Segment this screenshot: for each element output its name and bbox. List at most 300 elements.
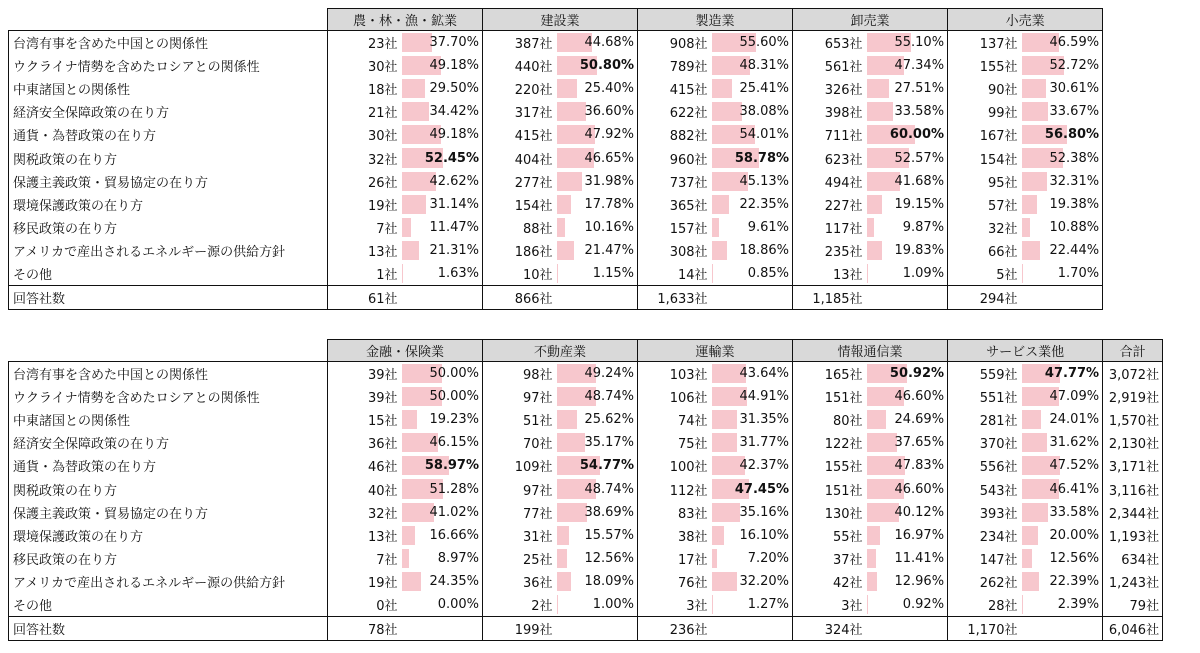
- percentage-bar: [402, 549, 409, 568]
- percentage-cell: [401, 146, 483, 169]
- industry-header: 金融・保険業: [328, 340, 483, 362]
- percentage-bar: [712, 595, 713, 614]
- percentage-value: 16.66%: [429, 527, 480, 543]
- percentage-value: 42.62%: [429, 173, 480, 189]
- company-count: 494社: [793, 170, 866, 193]
- percentage-bar: [712, 410, 737, 429]
- empty-cell: [1021, 617, 1103, 641]
- company-count: 25社: [483, 547, 556, 570]
- percentage-value: 46.15%: [429, 435, 480, 451]
- percentage-value: 0.85%: [747, 265, 790, 281]
- percentage-cell: [711, 193, 793, 216]
- percentage-bar: [1022, 218, 1031, 237]
- percentage-value: 36.60%: [584, 104, 635, 120]
- company-count: 326社: [793, 77, 866, 100]
- percentage-value: 41.02%: [429, 504, 480, 520]
- table-row: [9, 570, 1163, 593]
- company-count: 3社: [638, 593, 711, 617]
- company-count: 51社: [483, 408, 556, 431]
- respondents-count: 78社: [328, 617, 401, 641]
- table-row: [9, 362, 1163, 386]
- company-count: 623社: [793, 146, 866, 169]
- percentage-bar: [402, 526, 415, 545]
- company-count: 130社: [793, 501, 866, 524]
- percentage-bar: [1022, 503, 1049, 522]
- row-total: 3,171社: [1103, 454, 1163, 477]
- percentage-bar: [1022, 264, 1023, 283]
- industry-header: 卸売業: [793, 9, 948, 31]
- percentage-bar: [867, 79, 889, 98]
- percentage-cell: [556, 123, 638, 146]
- company-count: 317社: [483, 100, 556, 123]
- percentage-value: 35.17%: [584, 435, 635, 451]
- percentage-bar: [712, 433, 737, 452]
- percentage-bar: [712, 572, 738, 591]
- company-count: 561社: [793, 54, 866, 77]
- percentage-bar: [867, 549, 876, 568]
- percentage-cell: [556, 170, 638, 193]
- company-count: 39社: [328, 385, 401, 408]
- percentage-cell: [711, 31, 793, 55]
- percentage-value: 50.92%: [889, 366, 945, 382]
- percentage-value: 18.86%: [739, 242, 790, 258]
- respondents-count: 199社: [483, 617, 556, 641]
- respondents-count: 1,633社: [638, 286, 711, 310]
- percentage-value: 46.59%: [1049, 35, 1100, 51]
- row-label: 経済安全保障政策の在り方: [9, 100, 328, 123]
- percentage-value: 30.61%: [1049, 81, 1100, 97]
- company-count: 1社: [328, 262, 401, 286]
- percentage-bar: [867, 595, 868, 614]
- percentage-value: 15.57%: [584, 527, 635, 543]
- table-row: [9, 408, 1163, 431]
- company-count: 556社: [948, 454, 1021, 477]
- percentage-bar: [1022, 595, 1024, 614]
- company-count: 387社: [483, 31, 556, 55]
- percentage-cell: [866, 77, 948, 100]
- company-count: 308社: [638, 239, 711, 262]
- company-count: 26社: [328, 170, 401, 193]
- table-row: [9, 431, 1163, 454]
- company-count: 220社: [483, 77, 556, 100]
- percentage-value: 27.51%: [894, 81, 945, 97]
- percentage-cell: [556, 77, 638, 100]
- company-count: 30社: [328, 54, 401, 77]
- company-count: 277社: [483, 170, 556, 193]
- row-label: 台湾有事を含めた中国との関係性: [9, 31, 328, 55]
- respondents-count: 324社: [793, 617, 866, 641]
- table-row: [9, 501, 1163, 524]
- percentage-bar: [1022, 549, 1032, 568]
- company-count: 13社: [328, 524, 401, 547]
- percentage-cell: [711, 100, 793, 123]
- company-count: 117社: [793, 216, 866, 239]
- percentage-cell: [401, 77, 483, 100]
- percentage-bar: [1022, 172, 1048, 191]
- percentage-value: 0.00%: [437, 596, 480, 612]
- percentage-cell: [401, 31, 483, 55]
- row-label: アメリカで産出されるエネルギー源の供給方針: [9, 239, 328, 262]
- company-count: 103社: [638, 362, 711, 386]
- percentage-bar: [1022, 79, 1046, 98]
- respondents-count: 1,185社: [793, 286, 866, 310]
- percentage-bar: [557, 79, 577, 98]
- company-count: 38社: [638, 524, 711, 547]
- total-header: 合計: [1103, 340, 1163, 362]
- percentage-cell: [401, 216, 483, 239]
- percentage-bar: [867, 218, 875, 237]
- industry-header: 農・林・漁・鉱業: [328, 9, 483, 31]
- percentage-cell: [1021, 193, 1103, 216]
- table-row: [9, 193, 1103, 216]
- percentage-value: 54.01%: [739, 127, 790, 143]
- percentage-value: 37.70%: [429, 35, 480, 51]
- company-count: 155社: [793, 454, 866, 477]
- percentage-cell: [866, 216, 948, 239]
- industry-table-2: [8, 339, 1163, 641]
- percentage-cell: [556, 593, 638, 617]
- company-count: 155社: [948, 54, 1021, 77]
- percentage-cell: [711, 239, 793, 262]
- percentage-bar: [867, 410, 887, 429]
- company-count: 19社: [328, 193, 401, 216]
- respondents-label: 回答社数: [9, 617, 328, 641]
- row-total: 79社: [1103, 593, 1163, 617]
- company-count: 15社: [328, 408, 401, 431]
- percentage-bar: [1022, 410, 1041, 429]
- percentage-cell: [711, 431, 793, 454]
- percentage-value: 19.15%: [894, 196, 945, 212]
- percentage-value: 11.47%: [429, 219, 480, 235]
- percentage-cell: [866, 262, 948, 286]
- company-count: 30社: [328, 123, 401, 146]
- percentage-value: 46.60%: [894, 481, 945, 497]
- respondents-count: 294社: [948, 286, 1021, 310]
- company-count: 39社: [328, 362, 401, 386]
- percentage-value: 21.31%: [429, 242, 480, 258]
- percentage-bar: [712, 549, 718, 568]
- percentage-bar: [557, 264, 558, 283]
- percentage-cell: [556, 408, 638, 431]
- company-count: 3社: [793, 593, 866, 617]
- percentage-cell: [401, 501, 483, 524]
- percentage-bar: [557, 503, 588, 522]
- percentage-value: 48.74%: [584, 389, 635, 405]
- percentage-value: 45.13%: [739, 173, 790, 189]
- row-label: 移民政策の在り方: [9, 216, 328, 239]
- percentage-cell: [1021, 123, 1103, 146]
- company-count: 14社: [638, 262, 711, 286]
- percentage-cell: [556, 454, 638, 477]
- percentage-bar: [712, 264, 713, 283]
- company-count: 5社: [948, 262, 1021, 286]
- header-blank: [9, 9, 328, 31]
- percentage-cell: [1021, 501, 1103, 524]
- row-label: 関税政策の在り方: [9, 477, 328, 500]
- percentage-value: 21.47%: [584, 242, 635, 258]
- percentage-cell: [401, 170, 483, 193]
- percentage-value: 44.91%: [739, 389, 790, 405]
- percentage-cell: [866, 431, 948, 454]
- company-count: 415社: [483, 123, 556, 146]
- company-count: 98社: [483, 362, 556, 386]
- empty-cell: [401, 286, 483, 310]
- percentage-cell: [866, 193, 948, 216]
- row-total: 3,116社: [1103, 477, 1163, 500]
- percentage-bar: [557, 102, 586, 121]
- percentage-cell: [556, 216, 638, 239]
- percentage-cell: [1021, 524, 1103, 547]
- percentage-value: 19.23%: [429, 412, 480, 428]
- company-count: 960社: [638, 146, 711, 169]
- percentage-cell: [401, 362, 483, 386]
- percentage-cell: [1021, 262, 1103, 286]
- company-count: 147社: [948, 547, 1021, 570]
- company-count: 31社: [483, 524, 556, 547]
- percentage-value: 10.88%: [1049, 219, 1100, 235]
- percentage-cell: [1021, 100, 1103, 123]
- percentage-cell: [866, 31, 948, 55]
- respondents-total: 6,046社: [1103, 617, 1163, 641]
- percentage-value: 38.08%: [739, 104, 790, 120]
- empty-cell: [401, 617, 483, 641]
- row-label: 移民政策の在り方: [9, 547, 328, 570]
- respondents-count: 236社: [638, 617, 711, 641]
- company-count: 83社: [638, 501, 711, 524]
- percentage-cell: [866, 570, 948, 593]
- percentage-cell: [866, 239, 948, 262]
- header-blank: [9, 340, 328, 362]
- industry-header: 不動産業: [483, 340, 638, 362]
- percentage-cell: [1021, 454, 1103, 477]
- percentage-value: 47.45%: [734, 481, 790, 497]
- percentage-cell: [711, 547, 793, 570]
- company-count: 77社: [483, 501, 556, 524]
- percentage-bar: [1022, 102, 1049, 121]
- percentage-value: 50.00%: [429, 366, 480, 382]
- percentage-cell: [711, 362, 793, 386]
- percentage-value: 56.80%: [1044, 127, 1100, 143]
- company-count: 393社: [948, 501, 1021, 524]
- company-count: 365社: [638, 193, 711, 216]
- company-count: 55社: [793, 524, 866, 547]
- percentage-value: 9.61%: [747, 219, 790, 235]
- company-count: 711社: [793, 123, 866, 146]
- percentage-cell: [1021, 593, 1103, 617]
- percentage-bar: [867, 572, 877, 591]
- percentage-cell: [1021, 408, 1103, 431]
- percentage-cell: [401, 262, 483, 286]
- percentage-value: 19.83%: [894, 242, 945, 258]
- percentage-value: 31.14%: [429, 196, 480, 212]
- row-label: 経済安全保障政策の在り方: [9, 431, 328, 454]
- percentage-cell: [556, 385, 638, 408]
- percentage-bar: [867, 102, 894, 121]
- percentage-cell: [711, 524, 793, 547]
- company-count: 13社: [328, 239, 401, 262]
- company-count: 908社: [638, 31, 711, 55]
- percentage-cell: [866, 524, 948, 547]
- percentage-value: 12.56%: [584, 550, 635, 566]
- percentage-value: 24.69%: [894, 412, 945, 428]
- company-count: 0社: [328, 593, 401, 617]
- percentage-value: 55.10%: [894, 35, 945, 51]
- percentage-value: 29.50%: [429, 81, 480, 97]
- industry-header: 建設業: [483, 9, 638, 31]
- percentage-value: 52.72%: [1049, 58, 1100, 74]
- table-row: [9, 262, 1103, 286]
- percentage-cell: [711, 408, 793, 431]
- percentage-value: 49.18%: [429, 58, 480, 74]
- percentage-value: 50.00%: [429, 389, 480, 405]
- company-count: 167社: [948, 123, 1021, 146]
- company-count: 57社: [948, 193, 1021, 216]
- company-count: 154社: [483, 193, 556, 216]
- percentage-cell: [711, 170, 793, 193]
- percentage-value: 46.41%: [1049, 481, 1100, 497]
- company-count: 90社: [948, 77, 1021, 100]
- percentage-value: 38.69%: [584, 504, 635, 520]
- company-count: 13社: [793, 262, 866, 286]
- percentage-bar: [1022, 572, 1040, 591]
- percentage-bar: [867, 195, 882, 214]
- percentage-value: 47.52%: [1049, 458, 1100, 474]
- percentage-value: 50.80%: [579, 58, 635, 74]
- percentage-value: 58.78%: [734, 150, 790, 166]
- company-count: 543社: [948, 477, 1021, 500]
- percentage-cell: [401, 193, 483, 216]
- row-label: 関税政策の在り方: [9, 146, 328, 169]
- row-total: 2,344社: [1103, 501, 1163, 524]
- percentage-value: 12.96%: [894, 573, 945, 589]
- company-count: 19社: [328, 570, 401, 593]
- row-label: 中東諸国との関係性: [9, 77, 328, 100]
- percentage-value: 22.39%: [1049, 573, 1100, 589]
- percentage-value: 1.27%: [747, 596, 790, 612]
- row-label: 中東諸国との関係性: [9, 408, 328, 431]
- percentage-cell: [1021, 547, 1103, 570]
- percentage-value: 49.18%: [429, 127, 480, 143]
- percentage-bar: [867, 264, 868, 283]
- respondents-count: 1,170社: [948, 617, 1021, 641]
- company-count: 40社: [328, 477, 401, 500]
- table-row: [9, 547, 1163, 570]
- percentage-value: 47.77%: [1044, 366, 1100, 382]
- percentage-bar: [1022, 526, 1038, 545]
- row-label: アメリカで産出されるエネルギー源の供給方針: [9, 570, 328, 593]
- company-count: 151社: [793, 385, 866, 408]
- percentage-value: 25.40%: [584, 81, 635, 97]
- respondents-label: 回答社数: [9, 286, 328, 310]
- industry-header: 小売業: [948, 9, 1103, 31]
- percentage-cell: [711, 501, 793, 524]
- company-count: 165社: [793, 362, 866, 386]
- percentage-cell: [866, 54, 948, 77]
- row-label: 通貨・為替政策の在り方: [9, 454, 328, 477]
- percentage-cell: [1021, 239, 1103, 262]
- percentage-cell: [1021, 31, 1103, 55]
- percentage-value: 22.35%: [739, 196, 790, 212]
- percentage-cell: [401, 123, 483, 146]
- company-count: 622社: [638, 100, 711, 123]
- percentage-bar: [1022, 433, 1047, 452]
- table-row: [9, 123, 1103, 146]
- percentage-value: 22.44%: [1049, 242, 1100, 258]
- percentage-bar: [557, 549, 567, 568]
- percentage-cell: [1021, 54, 1103, 77]
- percentage-bar: [712, 195, 730, 214]
- percentage-value: 47.09%: [1049, 389, 1100, 405]
- row-total: 1,570社: [1103, 408, 1163, 431]
- percentage-bar: [402, 264, 403, 283]
- company-count: 227社: [793, 193, 866, 216]
- percentage-value: 43.64%: [739, 366, 790, 382]
- table-row: [9, 216, 1103, 239]
- percentage-bar: [557, 241, 574, 260]
- company-count: 42社: [793, 570, 866, 593]
- percentage-bar: [402, 195, 427, 214]
- percentage-cell: [401, 54, 483, 77]
- percentage-value: 2.39%: [1057, 596, 1100, 612]
- percentage-value: 46.65%: [584, 150, 635, 166]
- percentage-value: 1.00%: [592, 596, 635, 612]
- percentage-value: 0.92%: [902, 596, 945, 612]
- percentage-cell: [401, 454, 483, 477]
- percentage-bar: [557, 218, 565, 237]
- row-label: 台湾有事を含めた中国との関係性: [9, 362, 328, 386]
- percentage-cell: [556, 54, 638, 77]
- company-count: 21社: [328, 100, 401, 123]
- company-count: 2社: [483, 593, 556, 617]
- table-row: [9, 239, 1103, 262]
- percentage-cell: [556, 262, 638, 286]
- company-count: 70社: [483, 431, 556, 454]
- percentage-value: 31.98%: [584, 173, 635, 189]
- percentage-cell: [866, 454, 948, 477]
- percentage-value: 40.12%: [894, 504, 945, 520]
- percentage-cell: [866, 362, 948, 386]
- company-count: 551社: [948, 385, 1021, 408]
- percentage-cell: [711, 54, 793, 77]
- percentage-value: 1.63%: [437, 265, 480, 281]
- company-count: 88社: [483, 216, 556, 239]
- percentage-cell: [556, 501, 638, 524]
- percentage-value: 1.70%: [1057, 265, 1100, 281]
- percentage-bar: [557, 595, 558, 614]
- percentage-bar: [557, 410, 577, 429]
- percentage-cell: [401, 431, 483, 454]
- industry-header: 製造業: [638, 9, 793, 31]
- company-count: 737社: [638, 170, 711, 193]
- table-row: [9, 170, 1103, 193]
- percentage-bar: [867, 241, 883, 260]
- percentage-value: 31.77%: [739, 435, 790, 451]
- industry-header: サービス業他: [948, 340, 1103, 362]
- percentage-bar: [557, 572, 571, 591]
- percentage-cell: [1021, 431, 1103, 454]
- company-count: 154社: [948, 146, 1021, 169]
- percentage-cell: [556, 570, 638, 593]
- row-total: 2,130社: [1103, 431, 1163, 454]
- percentage-cell: [866, 408, 948, 431]
- percentage-cell: [711, 593, 793, 617]
- company-count: 32社: [328, 146, 401, 169]
- percentage-bar: [402, 79, 426, 98]
- respondents-count: 866社: [483, 286, 556, 310]
- company-count: 7社: [328, 216, 401, 239]
- company-count: 10社: [483, 262, 556, 286]
- percentage-bar: [712, 241, 727, 260]
